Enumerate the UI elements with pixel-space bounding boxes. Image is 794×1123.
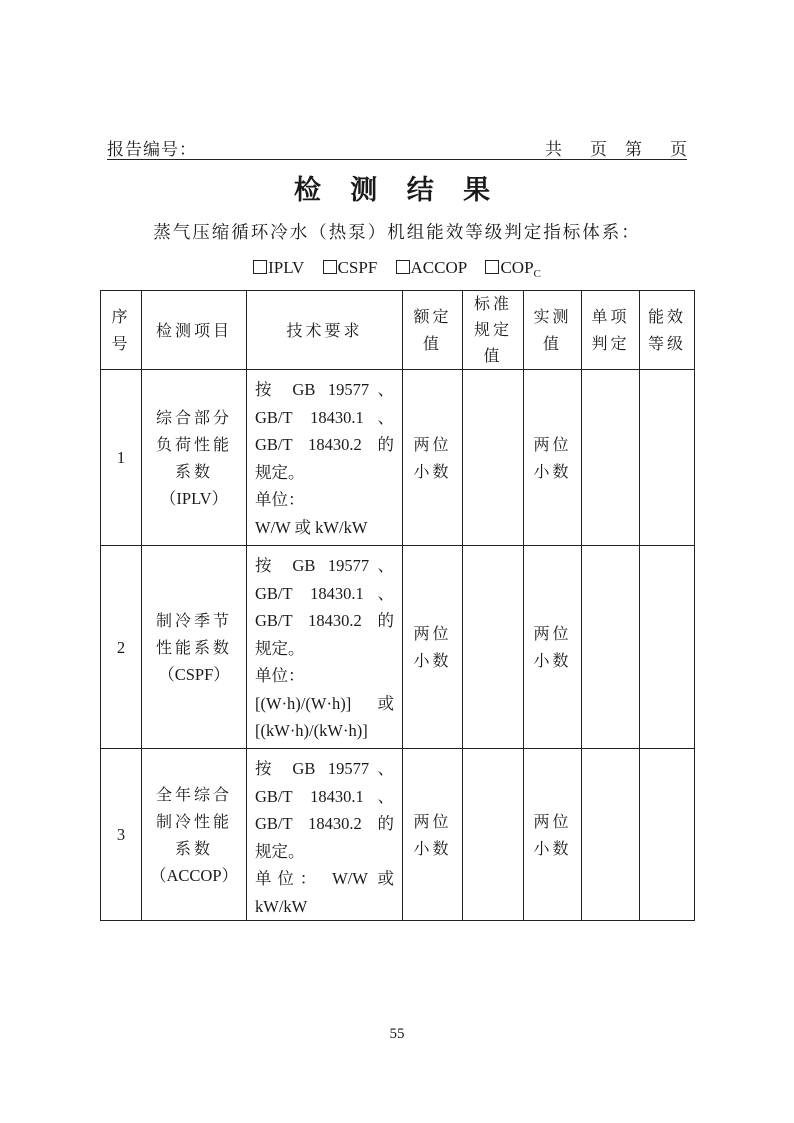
header-seq: 序 号 [101, 291, 142, 370]
indicator-checkboxes [0, 258, 794, 280]
header-measured: 实测 值 [524, 291, 582, 370]
header-requirement: 技术要求 [247, 291, 403, 370]
row-standard[interactable] [463, 546, 524, 749]
row-grade[interactable] [640, 370, 695, 546]
table-row [101, 370, 695, 546]
row-rated: 两位 小数 [403, 370, 463, 546]
checkbox-icon[interactable] [253, 260, 267, 274]
page-count [527, 135, 687, 160]
checkbox-icon[interactable] [323, 260, 337, 274]
page-title: 检 测 结 果 [293, 175, 501, 206]
subtitle: 蒸气压缩循环冷水（热泵）机组能效等级判定指标体系： [153, 223, 641, 243]
table-header-row [101, 291, 695, 370]
page-number: 55 [389, 1026, 405, 1042]
indicator-accop[interactable]: ACCOP [396, 258, 468, 278]
page-label: 页 [590, 140, 607, 160]
indicator-iplv[interactable]: IPLV [253, 258, 304, 278]
row-measured: 两位 小数 [524, 370, 582, 546]
header-standard: 标准 规定 值 [463, 291, 524, 370]
table-row [101, 749, 695, 921]
row-single[interactable] [582, 370, 640, 546]
row-grade[interactable] [640, 749, 695, 921]
row-standard[interactable] [463, 749, 524, 921]
table-row [101, 546, 695, 749]
header-rated: 额定 值 [403, 291, 463, 370]
header-item: 检测项目 [142, 291, 247, 370]
row-requirement: 按 GB 19577、 GB/T 18430.1、 GB/T 18430.2 的 规定。 单位： [(W·h)/(W·h)] 或 [(kW·h)/(kW·h)] [247, 546, 403, 749]
row-requirement: 按 GB 19577、 GB/T 18430.1、 GB/T 18430.2 的 规定。 单位： W/W 或 kW/kW [247, 749, 403, 921]
page-label-2: 页 [670, 140, 687, 160]
row-single[interactable] [582, 546, 640, 749]
current-label: 第 [625, 140, 642, 160]
total-label: 共 [545, 140, 562, 160]
header-grade: 能效 等级 [640, 291, 695, 370]
report-number-label: 报告编号： [107, 140, 197, 160]
indicator-copc[interactable]: $COP_C$ [485, 258, 540, 280]
row-rated: 两位 小数 [403, 546, 463, 749]
checkbox-icon[interactable] [396, 260, 410, 274]
row-item: 全年综合 制冷性能 系数 （ACCOP） [142, 749, 247, 921]
header-single: 单项 判定 [582, 291, 640, 370]
row-item: 制冷季节 性能系数 （CSPF） [142, 546, 247, 749]
report-header [107, 133, 687, 160]
row-grade[interactable] [640, 546, 695, 749]
row-standard[interactable] [463, 370, 524, 546]
row-item: 综合部分 负荷性能 系数 （IPLV） [142, 370, 247, 546]
checkbox-icon[interactable] [485, 260, 499, 274]
row-rated: 两位 小数 [403, 749, 463, 921]
row-single[interactable] [582, 749, 640, 921]
row-seq: 2 [101, 546, 142, 749]
row-seq: 1 [101, 370, 142, 546]
indicator-cspf[interactable]: CSPF [323, 258, 378, 278]
row-measured: 两位 小数 [524, 546, 582, 749]
row-seq: 3 [101, 749, 142, 921]
row-measured: 两位 小数 [524, 749, 582, 921]
row-requirement: 按 GB 19577、 GB/T 18430.1、 GB/T 18430.2 的 规定。 单位： W/W 或 kW/kW [247, 370, 403, 546]
results-table [100, 290, 695, 921]
